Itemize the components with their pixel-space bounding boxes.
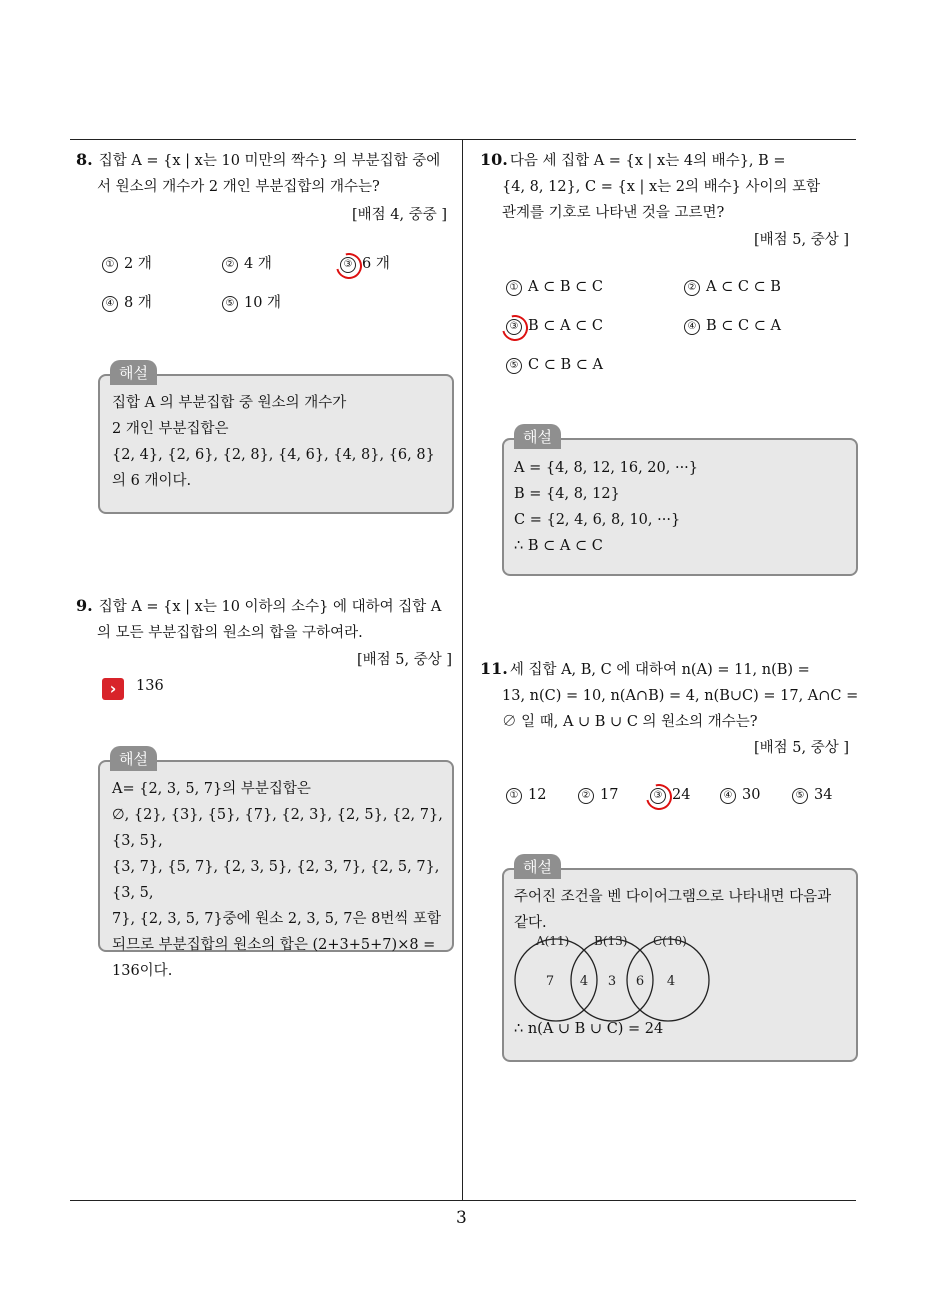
question-text: 집합 A = {x | x는 10 이하의 소수} 에 대하여 집합 A bbox=[98, 599, 442, 615]
question-text: 서 원소의 개수가 2 개인 부분집합의 개수는? bbox=[97, 179, 380, 195]
choice-4[interactable]: ④ B ⊂ C ⊂ A bbox=[684, 318, 781, 335]
venn-region-bc: 6 bbox=[635, 974, 645, 989]
answer-circle: ③ bbox=[506, 319, 522, 335]
solution-text: A = {4, 8, 12, 16, 20, ···} B = {4, 8, 12} C = {2, 4, 6, 8, 10, ···} ∴ B ⊂ A ⊂ C bbox=[514, 460, 699, 554]
question-11 bbox=[480, 656, 860, 735]
question-text: 집합 A = {x | x는 10 미만의 짝수} 의 부분집합 중에 bbox=[98, 153, 441, 169]
solution-tag: 해설 bbox=[110, 746, 157, 771]
question-text: 13, n(C) = 10, n(A∩B) = 4, n(B∪C) = 17, A∩C = bbox=[502, 688, 859, 704]
question-number: 11. bbox=[480, 659, 508, 678]
column-divider bbox=[462, 139, 463, 1201]
bottom-rule bbox=[70, 1200, 856, 1201]
choice-2[interactable]: ② 4 개 bbox=[222, 252, 272, 273]
solution-tag: 해설 bbox=[514, 854, 561, 879]
choice-3-selected[interactable]: ③ 24 bbox=[650, 787, 690, 804]
question-text: 의 모든 부분집합의 원소의 합을 구하여라. bbox=[97, 625, 363, 641]
choice-3-selected[interactable]: ③ B ⊂ A ⊂ C bbox=[506, 318, 603, 335]
question-text: 다음 세 집합 A = {x | x는 4의 배수}, B = bbox=[509, 153, 786, 169]
venn-label-c: C(10) bbox=[653, 934, 687, 948]
choice-3-selected[interactable]: ③ 6 개 bbox=[340, 252, 390, 273]
choice-5[interactable]: ⑤ C ⊂ B ⊂ A bbox=[506, 357, 603, 374]
choice-1[interactable]: ① A ⊂ B ⊂ C bbox=[506, 279, 603, 296]
score-meta: [배점 5, 중상 ] bbox=[754, 232, 850, 248]
solution-text: 주어진 조건을 벤 다이어그램으로 나타내면 다음과 같다. bbox=[514, 889, 832, 931]
choice-5[interactable]: ⑤ 10 개 bbox=[222, 291, 281, 312]
score-meta: [배점 4, 중중 ] bbox=[352, 207, 448, 223]
venn-region-a-only: 7 bbox=[545, 974, 555, 989]
choice-1[interactable]: ① 2 개 bbox=[102, 252, 152, 273]
top-rule bbox=[70, 139, 856, 140]
solution-tag: 해설 bbox=[514, 424, 561, 449]
page-number: 3 bbox=[456, 1208, 467, 1228]
question-number: 10. bbox=[480, 150, 508, 169]
venn-label-b: B(13) bbox=[594, 934, 628, 948]
question-8 bbox=[76, 147, 456, 200]
choice-2[interactable]: ② A ⊂ C ⊂ B bbox=[684, 279, 781, 296]
choice-2[interactable]: ② 17 bbox=[578, 787, 618, 804]
choice-4[interactable]: ④ 30 bbox=[720, 787, 760, 804]
question-number: 9. bbox=[76, 596, 93, 615]
solution-text: 집합 A 의 부분집합 중 원소의 개수가 2 개인 부분집합은 {2, 4}, {2, 6}, {2, 8}, {4, 6}, {4, 8}, {6, 8} 의 6 개이다. bbox=[112, 395, 435, 489]
answer-circle: ③ bbox=[650, 788, 666, 804]
question-text: 관계를 기호로 나타낸 것을 고르면? bbox=[502, 205, 725, 221]
solution-tag: 해설 bbox=[110, 360, 157, 385]
venn-conclusion: ∴ n(A ∪ B ∪ C) = 24 bbox=[514, 1021, 664, 1037]
score-meta: [배점 5, 중상 ] bbox=[754, 740, 850, 756]
venn-region-c-only: 4 bbox=[666, 974, 676, 989]
answer-circle: ③ bbox=[340, 257, 356, 273]
question-text: 세 집합 A, B, C 에 대하여 n(A) = 11, n(B) = bbox=[509, 662, 810, 678]
question-10 bbox=[480, 147, 860, 226]
question-number: 8. bbox=[76, 150, 93, 169]
question-9 bbox=[76, 593, 456, 646]
score-meta: [배점 5, 중상 ] bbox=[357, 652, 453, 668]
choice-1[interactable]: ① 12 bbox=[506, 787, 546, 804]
question-text: ∅ 일 때, A ∪ B ∪ C 의 원소의 개수는? bbox=[502, 714, 758, 730]
answer-value: 136 bbox=[136, 678, 164, 694]
answer-arrow-icon: › bbox=[102, 678, 124, 700]
venn-region-b-only: 3 bbox=[607, 974, 617, 989]
venn-diagram bbox=[506, 928, 726, 1028]
question-text: {4, 8, 12}, C = {x | x는 2의 배수} 사이의 포함 bbox=[502, 179, 821, 195]
venn-label-a: A(11) bbox=[536, 934, 570, 948]
choice-4[interactable]: ④ 8 개 bbox=[102, 291, 152, 312]
choice-5[interactable]: ⑤ 34 bbox=[792, 787, 832, 804]
venn-region-ab: 4 bbox=[579, 974, 589, 989]
solution-text: A= {2, 3, 5, 7}의 부분집합은 ∅, {2}, {3}, {5}, {7}, {2, 3}, {2, 5}, {2, 7}, {3, 5}, {3, 7}, {5, 7}, {2, 3, 5}, {2, 3, 7}, {2, 5, 7}, {3, 5, 7}, {2, 3, 5, 7}중에 원소 2, 3, 5, 7은 8번씩 포함 되므로 부분집합의 원소의 합은 (2+3+5+7)×8 = 136이다. bbox=[112, 781, 443, 979]
